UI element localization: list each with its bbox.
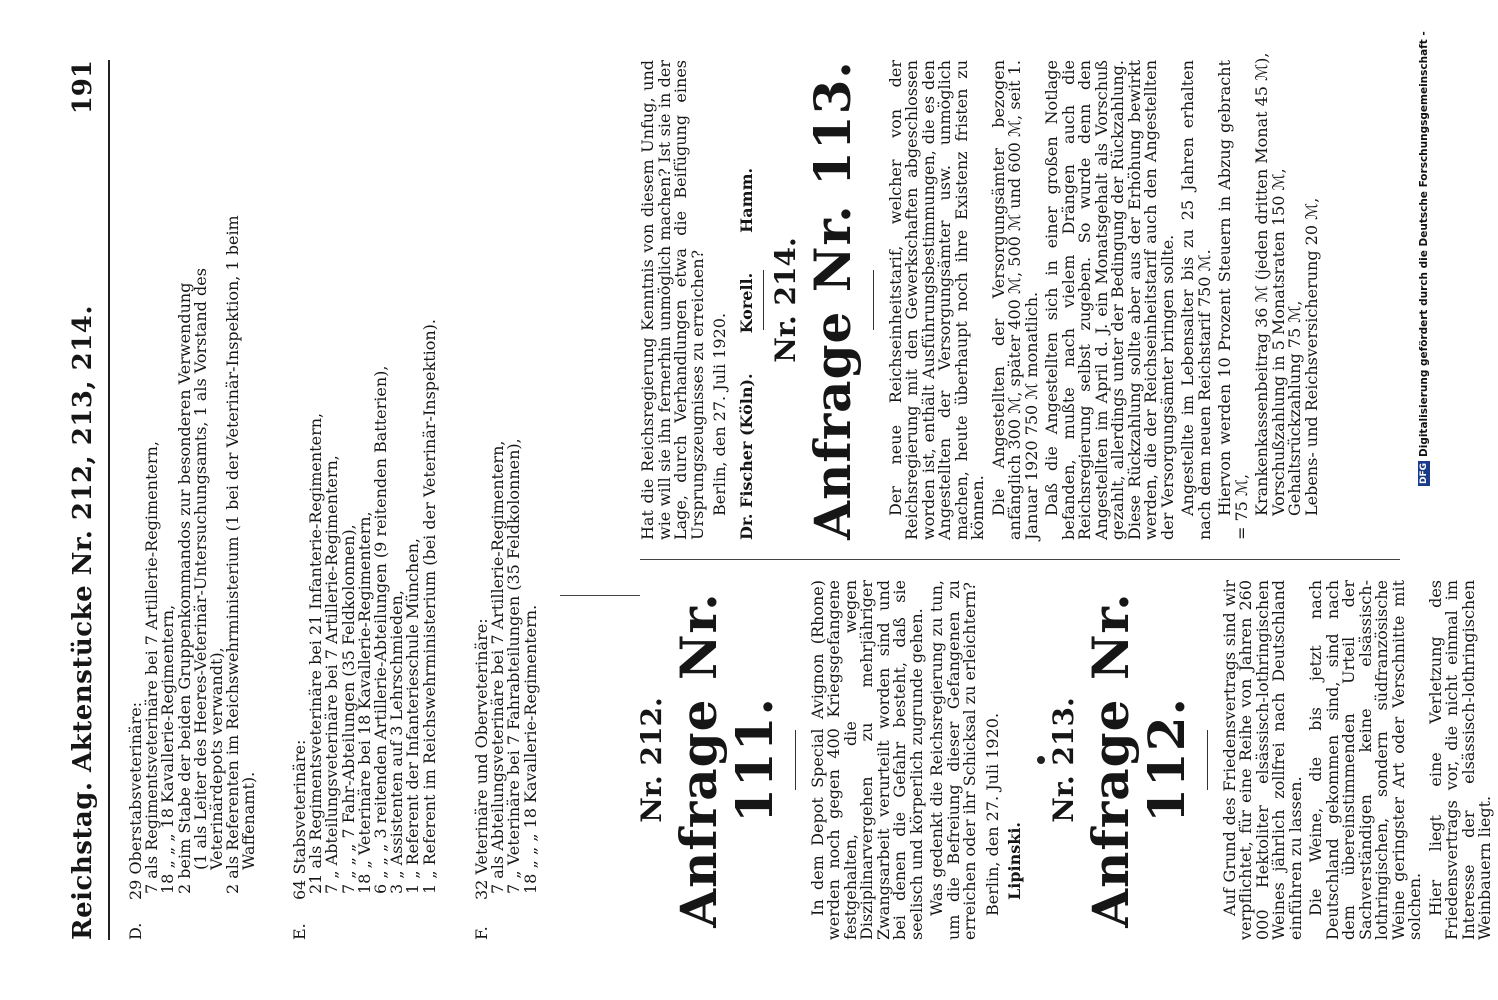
list-item: 18 „ „ „ 18 Kavallerie-Regimentern. (520, 604, 540, 894)
list-item: 6 „ „ „ 3 reitenden Artillerie-Abteilungen (9 reitenden Batterien), (371, 365, 391, 894)
list-item: 3 „ Assistenten auf 3 Lehrschmieden, (387, 590, 407, 894)
nr214-paragraph: Hiervon werden 10 Prozent Steuern in Abzug gebracht = 75 ℳ, (1215, 60, 1251, 540)
nr213-date: Berlin, den 27. Juli 1920. (710, 312, 729, 516)
separator-dot (1032, 580, 1049, 940)
nr214-paragraph: Daß die Angestellten sich in einer großen Notlage befanden, mußte nach vielem Drängen auch die Reichsregierung selbst zugeben. So wurde denn den Angestellten im April d. J. ein Monatsgehalt als Vorschuß gezahlt, allerdings unter der Bedingung der Rückzahlung. Diese Rückzahlung sollte aber aus der Erhöhung bewirkt werden, die der Reichseinheitstarif auch den Angestellten der Versorgungsämter bringen sollte. (1042, 60, 1177, 540)
dfg-side-note (1418, 6, 1430, 486)
section-e-heading: 64 Stabsveterinäre: (290, 739, 309, 900)
left-column (635, 580, 1498, 940)
section-e (292, 60, 438, 940)
page-header (68, 60, 108, 940)
nr214-item: Vorschußzahlung in 5 Monatsraten 150 ℳ, (1268, 168, 1288, 516)
nr214-item: Gehaltsrückzahlung 75 ℳ, (1285, 300, 1304, 516)
nr213-paragraph: Hat die Reichsregierung Kenntnis von diesem Unfug, und wie will sie ihn fernerhin unmöglich machen? Ist sie in der Lage, durch Verhandlungen etwa die Beifügung eines Ursprungszeugnisses zu erreichen? (638, 60, 707, 540)
dfg-note-text: Digitalisierung gefördert durch die Deutsche Forschungsgemeinschaft - (1418, 31, 1430, 457)
dfg-logo: DFG (1419, 462, 1429, 484)
nr213-signatures (736, 60, 756, 540)
nr214-number: Nr. 214. (769, 237, 802, 363)
nr212-signature: Lipinski. (1005, 822, 1024, 900)
nr212-date: Berlin, den 27. Juli 1920. (982, 712, 1002, 916)
header-rule (108, 60, 110, 940)
nr212-number: Nr. 212. (635, 697, 668, 823)
list-item: 1 „ Referent der Infanterieschule München, (403, 537, 423, 894)
page-number: 191 (68, 60, 98, 115)
nr214-paragraph: Die Angestellten der Versorgungsämter bezogen anfänglich 300 ℳ, später 400 ℳ, 500 ℳ und 600 ℳ, seit 1. Januar 1920 750 ℳ monatlich. (988, 60, 1041, 540)
nr214-paragraph: Der neue Reichseinheitstarif, welcher von der Reichsregierung mit den Gewerkschaften abgeschlossen worden ist, enthält Ausführungsbestimmungen, die es den Angestellten der Versorgungsämter usw. unmöglich machen, heute überhaupt noch ihre Existenz fristen zu können. (885, 60, 987, 540)
nr213-number: Nr. 213. (1047, 697, 1080, 823)
nr214-item: Lebens- und Reichsversicherung 20 ℳ, (1301, 197, 1321, 516)
right-column (638, 52, 1321, 540)
list-item: 7 „ Veterinäre bei 7 Fahrabteilungen (35 Feldkolonnen), (504, 438, 524, 894)
nr213-paragraph: Hier liegt eine Verletzung des Friedensvertrags vor, die nicht einmal im Interesse der elsässisch-lothringischen Weinbauern liegt. (1425, 580, 1494, 940)
nr212-title: Anfrage Nr. 111. (668, 592, 784, 928)
column-divider (640, 559, 1400, 560)
nr214-title: Anfrage Nr. 113. (802, 60, 862, 540)
list-item: 2 beim Stabe der beiden Gruppenkommandos zur besonderen Verwendung (174, 282, 194, 894)
section-d-letter: D. (126, 922, 145, 940)
list-item: 7 als Regimentsveterinäre bei 7 Artillerie-Regimentern, (142, 441, 162, 894)
nr213-title: Anfrage Nr. 112. (1080, 592, 1196, 928)
list-item: 18 „ „ „ 18 Kavallerie-Regimentern, (158, 604, 178, 894)
list-item: 2 als Referenten im Reichswehrministerium (1 bei der Veterinär-Inspektion, 1 beim (223, 215, 243, 894)
section-d-heading: 29 Oberstabsveterinäre: (126, 701, 145, 900)
list-item: 7 als Abteilungsveterinäre bei 7 Artillerie-Regimentern, (488, 440, 508, 894)
section-f-letter: F. (472, 926, 491, 940)
nr213-signature: Dr. Fischer (Köln). (736, 373, 756, 540)
nr214-paragraph: Angestellte im Lebensalter bis zu 25 Jahren erhalten nach dem neuen Reichstarif 750 ℳ. (1178, 60, 1214, 540)
list-item: 7 „ Abteilungsveterinäre bei 7 Artillerie-Regimentern, (322, 455, 342, 894)
nr213-paragraph: Die Weine, die bis jetzt nach Deutschland gekommen sind, sind nach dem übereinstimmenden Urteil der Sachverständigen keine elsässisch-lothringischen, sondern südfranzösische Weine geringster Art oder Verschnitte mit solchen. (1306, 580, 1424, 940)
title-rule (1207, 730, 1208, 790)
list-item: Waffenamt). (239, 771, 259, 870)
list-item: 21 als Regimentsveterinäre bei 21 Infanterie-Regimentern, (306, 412, 326, 894)
list-item: (1 als Leiter des Heeres-Veterinär-Untersuchungsamts, 1 als Vorstand des (190, 268, 210, 870)
divider-line (560, 595, 640, 596)
title-rule (795, 730, 796, 790)
nr213-paragraph: Auf Grund des Friedensvertrags sind wir verpflichtet, für eine Reihe von Jahren 260 000 Hektoliter elsässisch-lothringischen Weines jährlich zollfrei nach Deutschland einführen zu lassen. (1219, 580, 1305, 940)
nr212-paragraph: Was gedenkt die Reichsregierung zu tun, um die Befreiung dieser Gefangenen zu erreichen oder ihr Schicksal zu erleichtern? (927, 580, 979, 940)
list-item: 18 „ Veterinäre bei 18 Kavallerie-Regimentern, (354, 511, 374, 894)
section-f-heading: 32 Veterinäre und Oberveterinäre: (472, 618, 491, 900)
list-item: Veterinärdepots verwandt), (207, 647, 227, 870)
nr214-item: Krankenkassenbeitrag 36 ℳ (jeden dritten Monat 45 ℳ), (1252, 52, 1271, 516)
dot-icon (1037, 756, 1045, 764)
section-e-letter: E. (290, 923, 309, 940)
page-title: Reichstag. Aktenstücke Nr. 212, 213, 214. (68, 305, 98, 940)
section-f (474, 60, 539, 940)
nr213-signature: Korell. (736, 272, 756, 334)
list-item: 1 „ Referent im Reichswehrministerium (bei der Veterinär-Inspektion). (419, 318, 439, 894)
nr213-signature: Hamm. (736, 167, 756, 233)
title-rule (873, 270, 874, 330)
section-d (128, 60, 258, 940)
separator-rule (763, 270, 764, 330)
nr212-paragraph: In dem Depot Special Avignon (Rhone) werden noch gegen 400 Kriegsgefangene festgehalten, die wegen Disziplinarvergehen zu mehrjähriger Zwangsarbeit verurteilt worden sind und bei denen die Gefahr besteht, daß sie seelisch und körperlich zugrunde gehen. (807, 580, 926, 940)
list-item: 7 „ „ „ 7 Fahr-Abteilungen (35 Feldkolonnen), (338, 524, 358, 894)
